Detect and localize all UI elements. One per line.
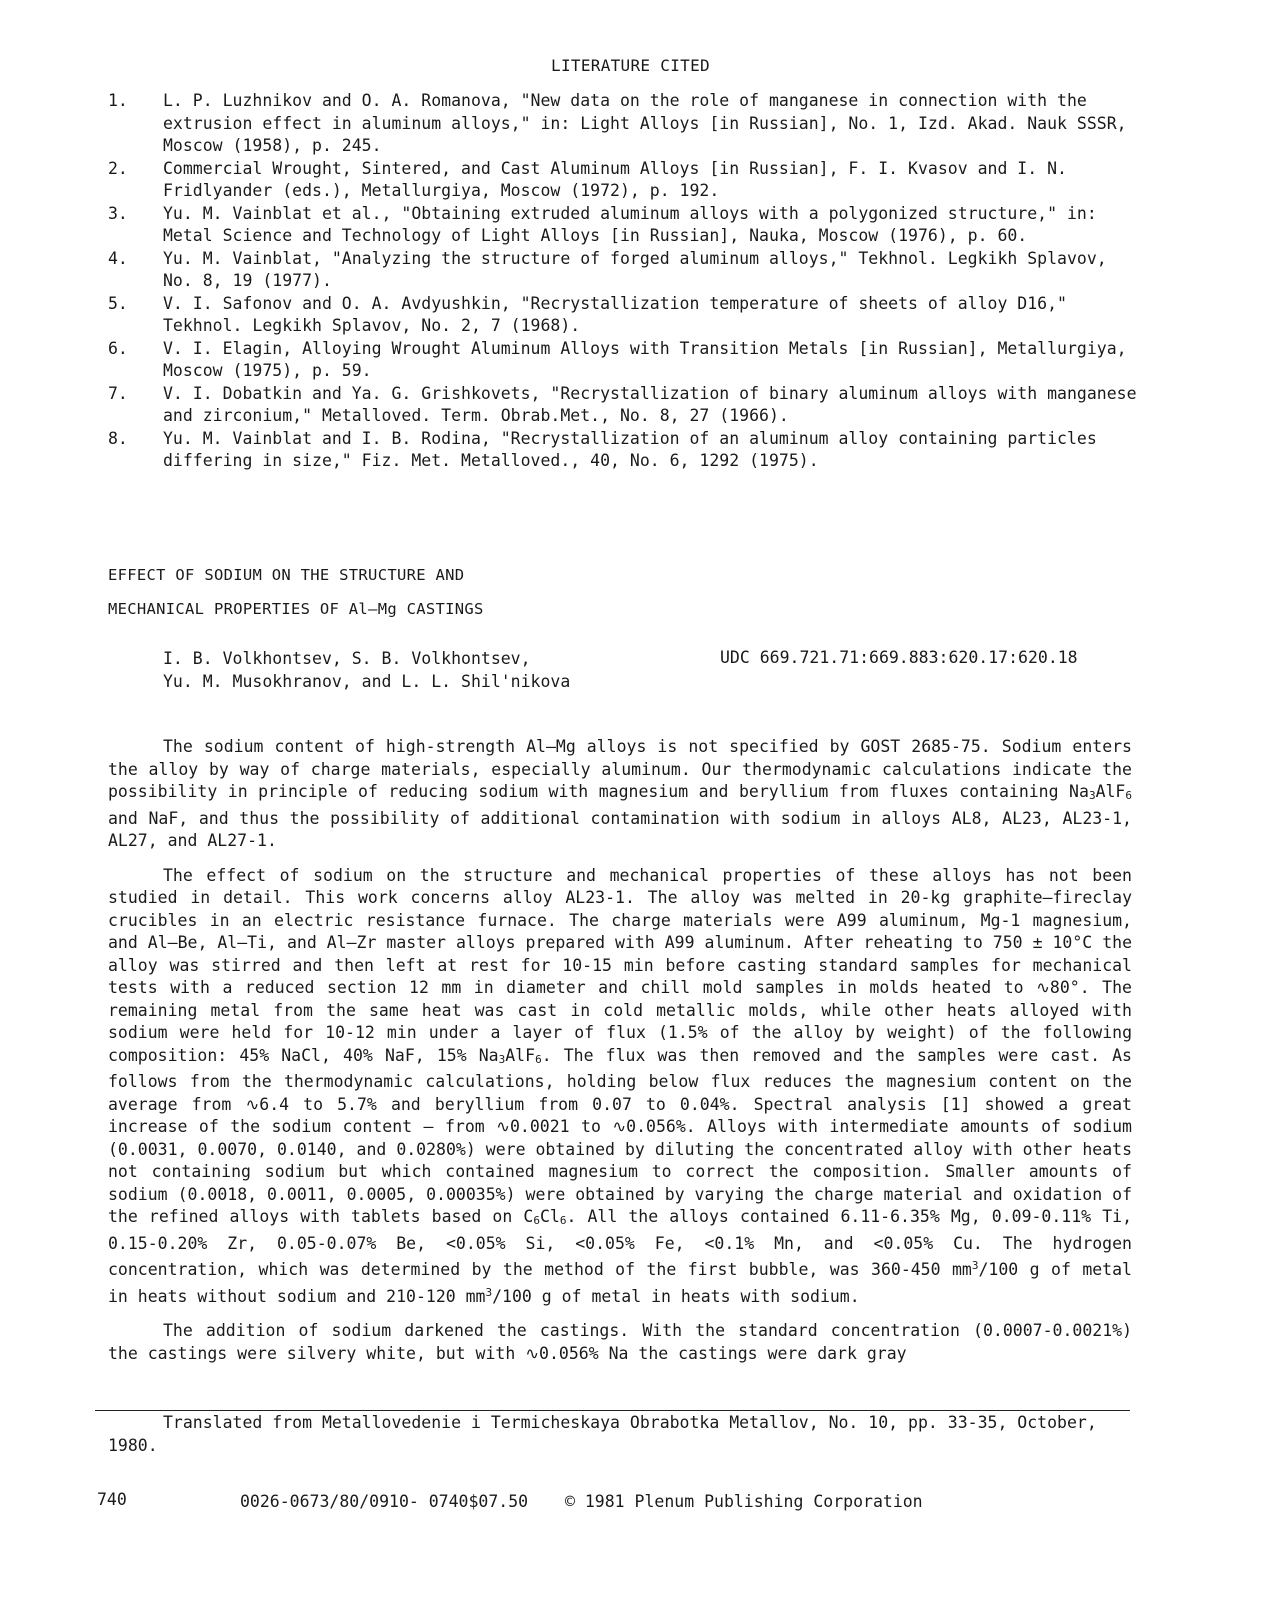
text-run: AlF [505,1045,536,1065]
text-run: Cl [539,1207,560,1226]
reference-number: 5. [108,293,128,313]
text-run: /100 g of metal in heats with sodium. [492,1286,860,1306]
reference-text: Yu. M. Vainblat, "Analyzing the structure of forged aluminum alloys," Tekhnol. Legkikh Splavov, No. 8, 19 (1977). [163,248,1107,290]
reference-text: Yu. M. Vainblat and I. B. Rodina, "Recrystallization of an aluminum alloy containing particles differing in size," Fiz. Met. Metalloved., 40, No. 6, 1292 (1975). [163,428,1097,470]
paragraph-3: The addition of sodium darkened the castings. With the standard concentration (0.0007-0.0021%) the castings were silvery white, but with ∿0.056% Na the castings were dark gray [108,1321,1132,1363]
reference-item [108,428,1138,473]
reference-item [108,158,1138,203]
text-run: AlF [1095,782,1126,801]
footnote-divider [95,1410,1130,1411]
reference-number: 4. [108,248,128,268]
copyright-publisher: © 1981 Plenum Publishing Corporation [565,1492,923,1511]
text-run: . All the alloys contained 6.11-6.35% Mg, 0.09-0.11% Ti, 0.15-0.20% Zr, 0.05-0.07% Be, <0.05% Si, <0.05% Fe, <0.1% Mn, and <0.05% Cu. The hydrogen concentration, which was determined by the method of the first bubble, was 360-450 mm [108,1207,1132,1279]
paragraph-1 [108,736,1132,853]
author-list [163,648,570,693]
reference-item [108,203,1138,248]
reference-number: 8. [108,428,128,448]
subscript: 6 [535,1052,542,1066]
article-title-line-2: MECHANICAL PROPERTIES OF Al—Mg CASTINGS [108,600,484,618]
subscript: 3 [498,1052,506,1066]
subscript: 3 [1088,789,1096,802]
reference-text: V. I. Dobatkin and Ya. G. Grishkovets, "Recrystallization of binary aluminum alloys with manganese and zirconium," Metalloved. Term. Obrab.Met., No. 8, 27 (1966). [163,383,1137,425]
subscript: 6 [559,1214,567,1227]
paragraph-2 [108,865,1132,1309]
subscript: 6 [1125,789,1132,802]
authors-line-1: I. B. Volkhontsev, S. B. Volkhontsev, [163,649,531,668]
udc-code: UDC 669.721.71:669.883:620.17:620.18 [720,648,1078,667]
reference-number: 6. [108,338,128,358]
text-run: /100 g of metal in heats without sodium and 210-120 mm [108,1260,1132,1306]
text-run: The effect of sodium on the structure and mechanical properties of these alloys has not been studied in detail. This work concerns alloy AL23-1. The alloy was melted in 20-kg graphite—fireclay crucibles in an electric resistance furnace. The charge materials were A99 aluminum, Mg-1 magnesium, and Al—Be, Al—Ti, and Al—Zr master alloys prepared with A99 aluminum. After reheating to 750 ± 10°C the alloy was stirred and then left at rest for 10-15 min before casting standard samples for mechanical tests with a reduced section 12 mm in diameter and chill mold samples in molds heated to ∿80°. The remaining metal from the same heat was cast in cold metallic molds, while other heats alloyed with sodium were held for 10-12 min under a layer of flux (1.5% of the alloy by weight) of the following composition: 45% NaCl, 40% NaF, 15% Na [108,865,1132,1065]
reference-item [108,338,1138,383]
text-run: . The flux was then removed and the samples were cast. As follows from the thermodynamic calculations, holding below flux reduces the magnesium content on the average from ∿6.4 to 5.7% and beryllium from 0.07 to 0.04%. Spectral analysis [1] showed a great increase of the sodium content — from ∿0.0021 to ∿0.056%. Alloys with intermediate amounts of sodium (0.0031, 0.0070, 0.0140, and 0.0280%) were obtained by diluting the concentrated alloy with other heats not containing sodium but which contained magnesium to correct the composition. Smaller amounts of sodium (0.0018, 0.0011, 0.0005, 0.00035%) were obtained by varying the charge material and oxidation of the refined alloys with tablets based on C [108,1045,1132,1226]
reference-item [108,383,1138,428]
subscript: 6 [533,1214,540,1227]
text-run: and NaF, and thus the possibility of additional contamination with sodium in alloys AL8, AL23, AL23-1, AL27, and AL27-1. [108,808,1132,850]
journal-code: 0026-0673/80/0910- 0740$07.50 [240,1492,529,1511]
superscript: 3 [485,1285,493,1299]
reference-item [108,90,1138,158]
reference-item [108,293,1138,338]
literature-cited-heading: LITERATURE CITED [551,56,710,75]
translation-note: Translated from Metallovedenie i Termicheskaya Obrabotka Metallov, No. 10, pp. 33-35, October, 1980. [108,1413,1097,1455]
reference-text: V. I. Safonov and O. A. Avdyushkin, "Recrystallization temperature of sheets of alloy D16," Tekhnol. Legkikh Splavov, No. 2, 7 (1968). [163,293,1067,335]
article-title-line-1: EFFECT OF SODIUM ON THE STRUCTURE AND [108,566,465,584]
reference-number: 1. [108,91,128,110]
reference-text: V. I. Elagin, Alloying Wrought Aluminum Alloys with Transition Metals [in Russian], Metallurgiya, Moscow (1975), p. 59. [163,338,1127,380]
authors-line-2: Yu. M. Musokhranov, and L. L. Shil'nikova [163,671,571,691]
reference-text: Commercial Wrought, Sintered, and Cast Aluminum Alloys [in Russian], F. I. Kvasov and I. N. Fridlyander (eds.), Metallurgiya, Moscow (1972), p. 192. [163,158,1067,200]
superscript: 3 [971,1259,979,1272]
reference-list [108,90,1138,473]
article-body [108,736,1132,1377]
reference-number: 7. [108,383,128,403]
page-number: 740 [97,1490,127,1509]
reference-number: 3. [108,203,128,223]
text-run: The sodium content of high-strength Al—Mg alloys is not specified by GOST 2685-75. Sodium enters the alloy by way of charge materials, especially aluminum. Our thermodynamic calculations indicate the possibility in principle of reducing sodium with magnesium and beryllium from fluxes containing Na [108,737,1132,801]
reference-text: L. P. Luzhnikov and O. A. Romanova, "New data on the role of manganese in connection with the extrusion effect in aluminum alloys," in: Light Alloys [in Russian], No. 1, Izd. Akad. Nauk SSSR, Moscow (1958), p. 245. [163,91,1127,155]
reference-number: 2. [108,158,128,178]
reference-text: Yu. M. Vainblat et al., "Obtaining extruded aluminum alloys with a polygonized structure," in: Metal Science and Technology of Light Alloys [in Russian], Nauka, Moscow (1976), p. 60. [163,203,1097,245]
reference-item [108,248,1138,293]
